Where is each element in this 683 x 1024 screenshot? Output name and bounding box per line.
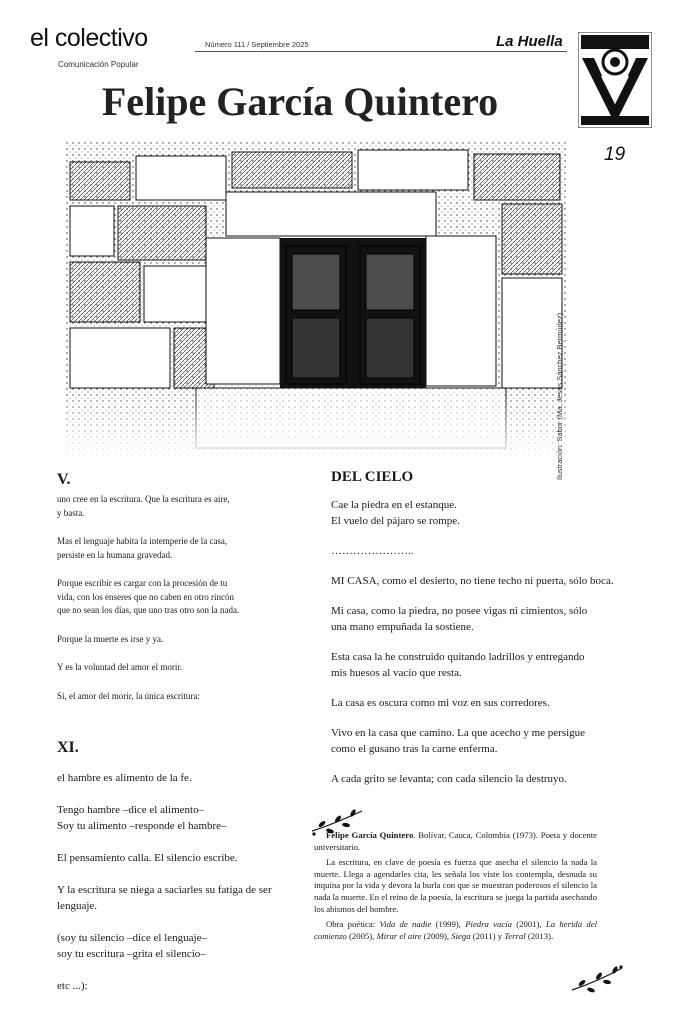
bio-intro: Felipe García Quintero. Bolívar, Cauca, Colombia (1973). Poeta y docente universitario. [314,830,597,852]
section-name: La Huella [496,33,563,50]
poem-xi-stanza: etc ...): [57,980,88,992]
poem-cielo-stanza: Esta casa la he construido quitando ladrillos y entregando mis huesos al vacío que resta. [331,651,585,679]
stone-wall-window-illustration [66,142,566,462]
bio-paragraph: La escritura, en clave de poesía es fuerza que asecha el silencio la nada la muerte. Llega a agendarles cita, les señala los viste los contempla, desnuda su inquina por la vida y devora la burla con que se muestran poderosos el silencio la nada la muerte. En el reino de la poesía, la escritura se juega la partida asechando los abismos del hombre. [314,857,597,914]
author-name: Felipe García Quintero [326,830,414,840]
poem-cielo-stanza: MI CASA, como el desierto, no tiene techo ni puerta, sólo boca. [331,575,614,587]
poem-xi-heading: XI. [57,739,79,756]
page-title: Felipe García Quintero [101,79,499,124]
poem-cielo-stanza: A cada grito se levanta; con cada silencio la destruyo. [331,773,567,785]
author-bio [314,830,597,946]
poem-del-cielo [331,467,651,801]
bio-works: Obra poética: Vida de nadie (1999), Piedra vacía (2001), La herida del comienzo (2005), Mirar el aire (2009), Siega (2011) y Terral (2013). [314,919,597,941]
poem-v-stanza: Y es la voluntad del amor el morir. [57,662,183,672]
issue-info: Número 111 / Septiembre 2025 [205,40,309,49]
poem-xi-stanza: el hambre es alimento de la fe. [57,772,192,784]
logo-subtitle: Comunicación Popular [58,60,139,69]
poem-v-stanza: Porque la muerte es irse y ya. [57,633,164,644]
poem-cielo-stanza: La casa es oscura como mi voz en sus corredores. [331,697,550,709]
poem-cielo-stanza: ………………….. [331,545,414,557]
poem-cielo-heading: DEL CIELO [331,469,414,485]
poem-xi-stanza: Y la escritura se niega a saciarles su fatiga de ser lenguaje. [57,884,272,912]
leaf-ornament-icon [570,964,625,994]
poem-v-heading: V. [57,471,71,488]
poem-v-stanza: uno cree en la escritura. Que la escritura es aire, y basta. [57,494,230,518]
poem-v [57,470,307,718]
header-rule [195,51,567,52]
poem-v-stanza: Porque escribir es cargar con la procesión de tu vida, con los enseres que no caben en otro rincón que no sean los días, que uno tras otro son la nada. [57,578,240,615]
poem-v-stanza: Mas el lenguaje habita la intemperie de la casa, persiste en la humana gravedad. [57,536,228,560]
poem-xi [57,738,312,1010]
poem-cielo-stanza: Vivo en la casa que camino. La que acecho y me persigue como el gusano tras la carne enferma. [331,727,586,755]
poem-xi-stanza: El pensamiento calla. El silencio escribe. [57,852,238,864]
poem-v-stanza: Si, el amor del morir, la única escritura: [57,690,200,701]
poem-cielo-stanza: Cae la piedra en el estanque. El vuelo del pájaro se rompe. [331,499,460,527]
illustration-credit [553,150,565,480]
poem-xi-stanza: (soy tu silencio –dice el lenguaje– soy tu escritura –grita el silencio– [57,932,207,960]
illustration-credit-text: Ilustración: Sabor (Ma. Jesús Sánchez Bermúdez) [555,312,564,480]
publication-logo: el colectivo [30,24,148,52]
poem-xi-stanza: Tengo hambre –dice el alimento– Soy tu alimento –responde el hambre– [57,804,227,832]
section-emblem-icon [578,32,652,128]
page-number: 19 [604,144,626,165]
poem-cielo-stanza: Mi casa, como la piedra, no posee vigas ni cimientos, sólo una mano empuñada la sostiene. [331,605,588,633]
